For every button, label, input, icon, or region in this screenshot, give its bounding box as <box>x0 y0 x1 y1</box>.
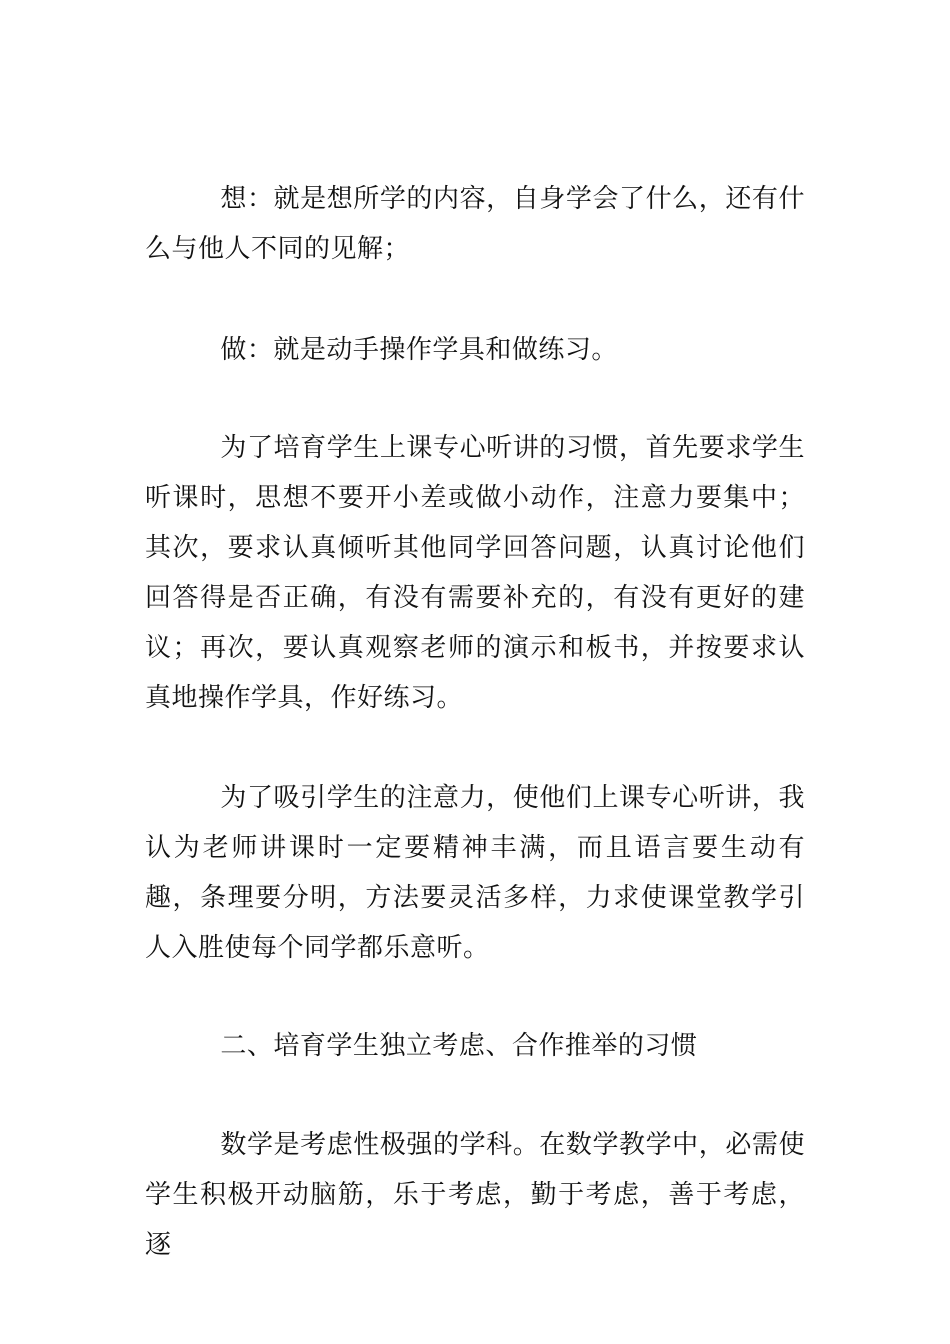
paragraph-math-thinking: 数学是考虑性极强的学科。在数学教学中，必需使学生积极开动脑筋，乐于考虑，勤于考虑，善于考虑，逐 <box>145 1130 805 1260</box>
paragraph-attention: 为了吸引学生的注意力，使他们上课专心听讲，我认为老师讲课时一定要精神丰满，而且语言要生动有趣，条理要分明，方法要灵活多样，力求使课堂教学引人入胜使每个同学都乐意听。 <box>145 783 805 963</box>
paragraph-listening-habit: 为了培育学生上课专心听讲的习惯，首先要求学生听课时，思想不要开小差或做小动作，注意力要集中；其次，要求认真倾听其他同学回答问题，认真讨论他们回答得是否正确，有没有需要补充的，有没有更好的建议；再次，要认真观察老师的演示和板书，并按要求认真地操作学具，作好练习。 <box>145 433 805 713</box>
paragraph-think: 想：就是想所学的内容，自身学会了什么，还有什么与他人不同的见解； <box>145 184 805 264</box>
paragraph-do: 做：就是动手操作学具和做练习。 <box>220 335 618 365</box>
section-heading: 二、培育学生独立考虑、合作推举的习惯 <box>220 1031 698 1061</box>
